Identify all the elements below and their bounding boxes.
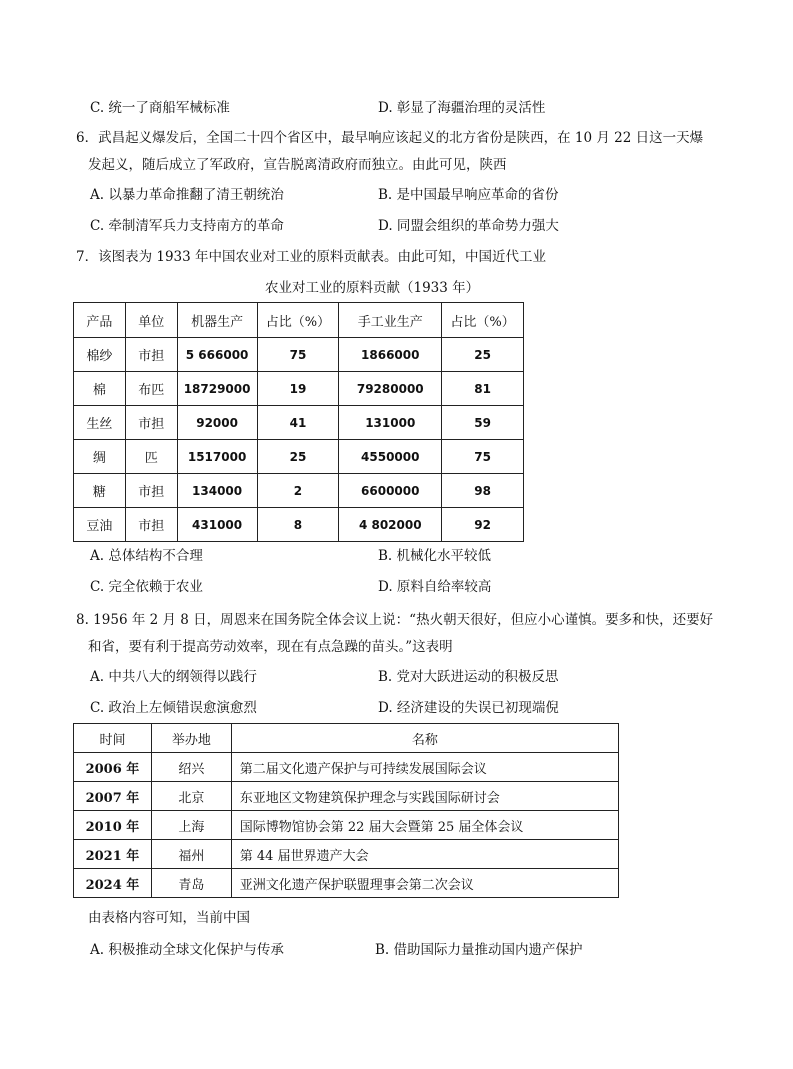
q8-option-b: B. 党对大跃进运动的积极反思 bbox=[378, 669, 559, 685]
q9-header-time: 时间 bbox=[74, 724, 152, 753]
table-cell: 上海 bbox=[151, 811, 231, 840]
q6-stem-line1: 6．武昌起义爆发后，全国二十四个省区中，最早响应该起义的北方省份是陕西，在 10 月 22 日这一天爆 bbox=[76, 130, 704, 146]
table-cell: 市担 bbox=[125, 508, 177, 542]
table-cell: 糖 bbox=[74, 474, 126, 508]
table-cell: 2007 年 bbox=[74, 782, 152, 811]
q6-option-b: B. 是中国最早响应革命的省份 bbox=[378, 187, 559, 203]
q7-header-unit: 单位 bbox=[125, 303, 177, 338]
table-cell: 绸 bbox=[74, 440, 126, 474]
table-row bbox=[74, 406, 524, 440]
table-cell: 5 666000 bbox=[177, 338, 257, 372]
table-cell: 市担 bbox=[125, 338, 177, 372]
q8-option-d: D. 经济建设的失误已初现端倪 bbox=[378, 700, 559, 716]
table-cell: 4550000 bbox=[339, 440, 442, 474]
table-cell: 福州 bbox=[151, 840, 231, 869]
table-cell: 绍兴 bbox=[151, 753, 231, 782]
table-row bbox=[74, 753, 619, 782]
table-row bbox=[74, 440, 524, 474]
q9-option-a: A. 积极推动全球文化保护与传承 bbox=[90, 942, 284, 958]
table-cell: 棉 bbox=[74, 372, 126, 406]
q7-header-share2: 占比（%） bbox=[442, 303, 524, 338]
table-cell: 青岛 bbox=[151, 869, 231, 898]
table-row bbox=[74, 811, 619, 840]
table-cell: 国际博物馆协会第 22 届大会暨第 25 届全体会议 bbox=[231, 811, 618, 840]
table-cell: 18729000 bbox=[177, 372, 257, 406]
table-cell: 4 802000 bbox=[339, 508, 442, 542]
q7-table-header-row bbox=[74, 303, 524, 338]
table-cell: 1517000 bbox=[177, 440, 257, 474]
q7-option-a: A. 总体结构不合理 bbox=[90, 548, 203, 564]
table-cell: 2 bbox=[257, 474, 339, 508]
q7-option-d: D. 原料自给率较高 bbox=[378, 579, 492, 595]
table-cell: 2024 年 bbox=[74, 869, 152, 898]
table-cell: 亚洲文化遗产保护联盟理事会第二次会议 bbox=[231, 869, 618, 898]
table-cell: 6600000 bbox=[339, 474, 442, 508]
q7-header-product: 产品 bbox=[74, 303, 126, 338]
table-cell: 25 bbox=[442, 338, 524, 372]
table-cell: 131000 bbox=[339, 406, 442, 440]
table-cell: 东亚地区文物建筑保护理念与实践国际研讨会 bbox=[231, 782, 618, 811]
table-row bbox=[74, 508, 524, 542]
q7-header-share1: 占比（%） bbox=[257, 303, 339, 338]
table-row bbox=[74, 372, 524, 406]
q6-option-a: A. 以暴力革命推翻了清王朝统治 bbox=[90, 187, 284, 203]
table-cell: 2006 年 bbox=[74, 753, 152, 782]
table-cell: 41 bbox=[257, 406, 339, 440]
table-cell: 134000 bbox=[177, 474, 257, 508]
table-cell: 92000 bbox=[177, 406, 257, 440]
table-cell: 布匹 bbox=[125, 372, 177, 406]
table-cell: 79280000 bbox=[339, 372, 442, 406]
q5-option-c: C. 统一了商船军械标准 bbox=[90, 100, 230, 116]
q8-option-a: A. 中共八大的纲领得以践行 bbox=[90, 669, 257, 685]
q9-table-header-row bbox=[74, 724, 619, 753]
table-cell: 92 bbox=[442, 508, 524, 542]
table-cell: 431000 bbox=[177, 508, 257, 542]
q9-header-name: 名称 bbox=[231, 724, 618, 753]
q7-stem: 7．该图表为 1933 年中国农业对工业的原料贡献表。由此可知，中国近代工业 bbox=[76, 249, 547, 265]
table-cell: 98 bbox=[442, 474, 524, 508]
table-cell: 匹 bbox=[125, 440, 177, 474]
q7-table-title: 农业对工业的原料贡献（1933 年） bbox=[265, 280, 480, 296]
table-row bbox=[74, 474, 524, 508]
table-cell: 第 44 届世界遗产大会 bbox=[231, 840, 618, 869]
q7-option-c: C. 完全依赖于农业 bbox=[90, 579, 203, 595]
table-cell: 市担 bbox=[125, 474, 177, 508]
table-row bbox=[74, 782, 619, 811]
q7-table bbox=[73, 302, 524, 542]
table-cell: 2021 年 bbox=[74, 840, 152, 869]
table-cell: 59 bbox=[442, 406, 524, 440]
q7-header-machine: 机器生产 bbox=[177, 303, 257, 338]
table-row bbox=[74, 840, 619, 869]
table-cell: 2010 年 bbox=[74, 811, 152, 840]
table-row bbox=[74, 338, 524, 372]
q8-stem-line1: 8. 1956 年 2 月 8 日，周恩来在国务院全体会议上说：“热火朝天很好，但应小心谨慎。要多和快，还要好 bbox=[76, 612, 714, 628]
q7-header-handicraft: 手工业生产 bbox=[339, 303, 442, 338]
q9-table bbox=[73, 723, 619, 898]
table-cell: 19 bbox=[257, 372, 339, 406]
table-cell: 棉纱 bbox=[74, 338, 126, 372]
q9-header-venue: 举办地 bbox=[151, 724, 231, 753]
q9-option-b: B. 借助国际力量推动国内遗产保护 bbox=[375, 942, 583, 958]
table-cell: 75 bbox=[442, 440, 524, 474]
table-cell: 81 bbox=[442, 372, 524, 406]
q9-stem: 由表格内容可知，当前中国 bbox=[88, 910, 250, 926]
q6-stem-line2: 发起义，随后成立了军政府，宣告脱离清政府而独立。由此可见，陕西 bbox=[88, 157, 507, 173]
q7-option-b: B. 机械化水平较低 bbox=[378, 548, 492, 564]
table-cell: 8 bbox=[257, 508, 339, 542]
q6-option-c: C. 牵制清军兵力支持南方的革命 bbox=[90, 218, 284, 234]
q8-option-c: C. 政治上左倾错误愈演愈烈 bbox=[90, 700, 257, 716]
q6-option-d: D. 同盟会组织的革命势力强大 bbox=[378, 218, 559, 234]
q5-option-d: D. 彰显了海疆治理的灵活性 bbox=[378, 100, 546, 116]
table-cell: 生丝 bbox=[74, 406, 126, 440]
table-cell: 豆油 bbox=[74, 508, 126, 542]
table-cell: 75 bbox=[257, 338, 339, 372]
table-cell: 北京 bbox=[151, 782, 231, 811]
table-cell: 第二届文化遗产保护与可持续发展国际会议 bbox=[231, 753, 618, 782]
table-cell: 25 bbox=[257, 440, 339, 474]
table-cell: 1866000 bbox=[339, 338, 442, 372]
q8-stem-line2: 和省，要有利于提高劳动效率，现在有点急躁的苗头。”这表明 bbox=[88, 639, 453, 655]
table-cell: 市担 bbox=[125, 406, 177, 440]
table-row bbox=[74, 869, 619, 898]
